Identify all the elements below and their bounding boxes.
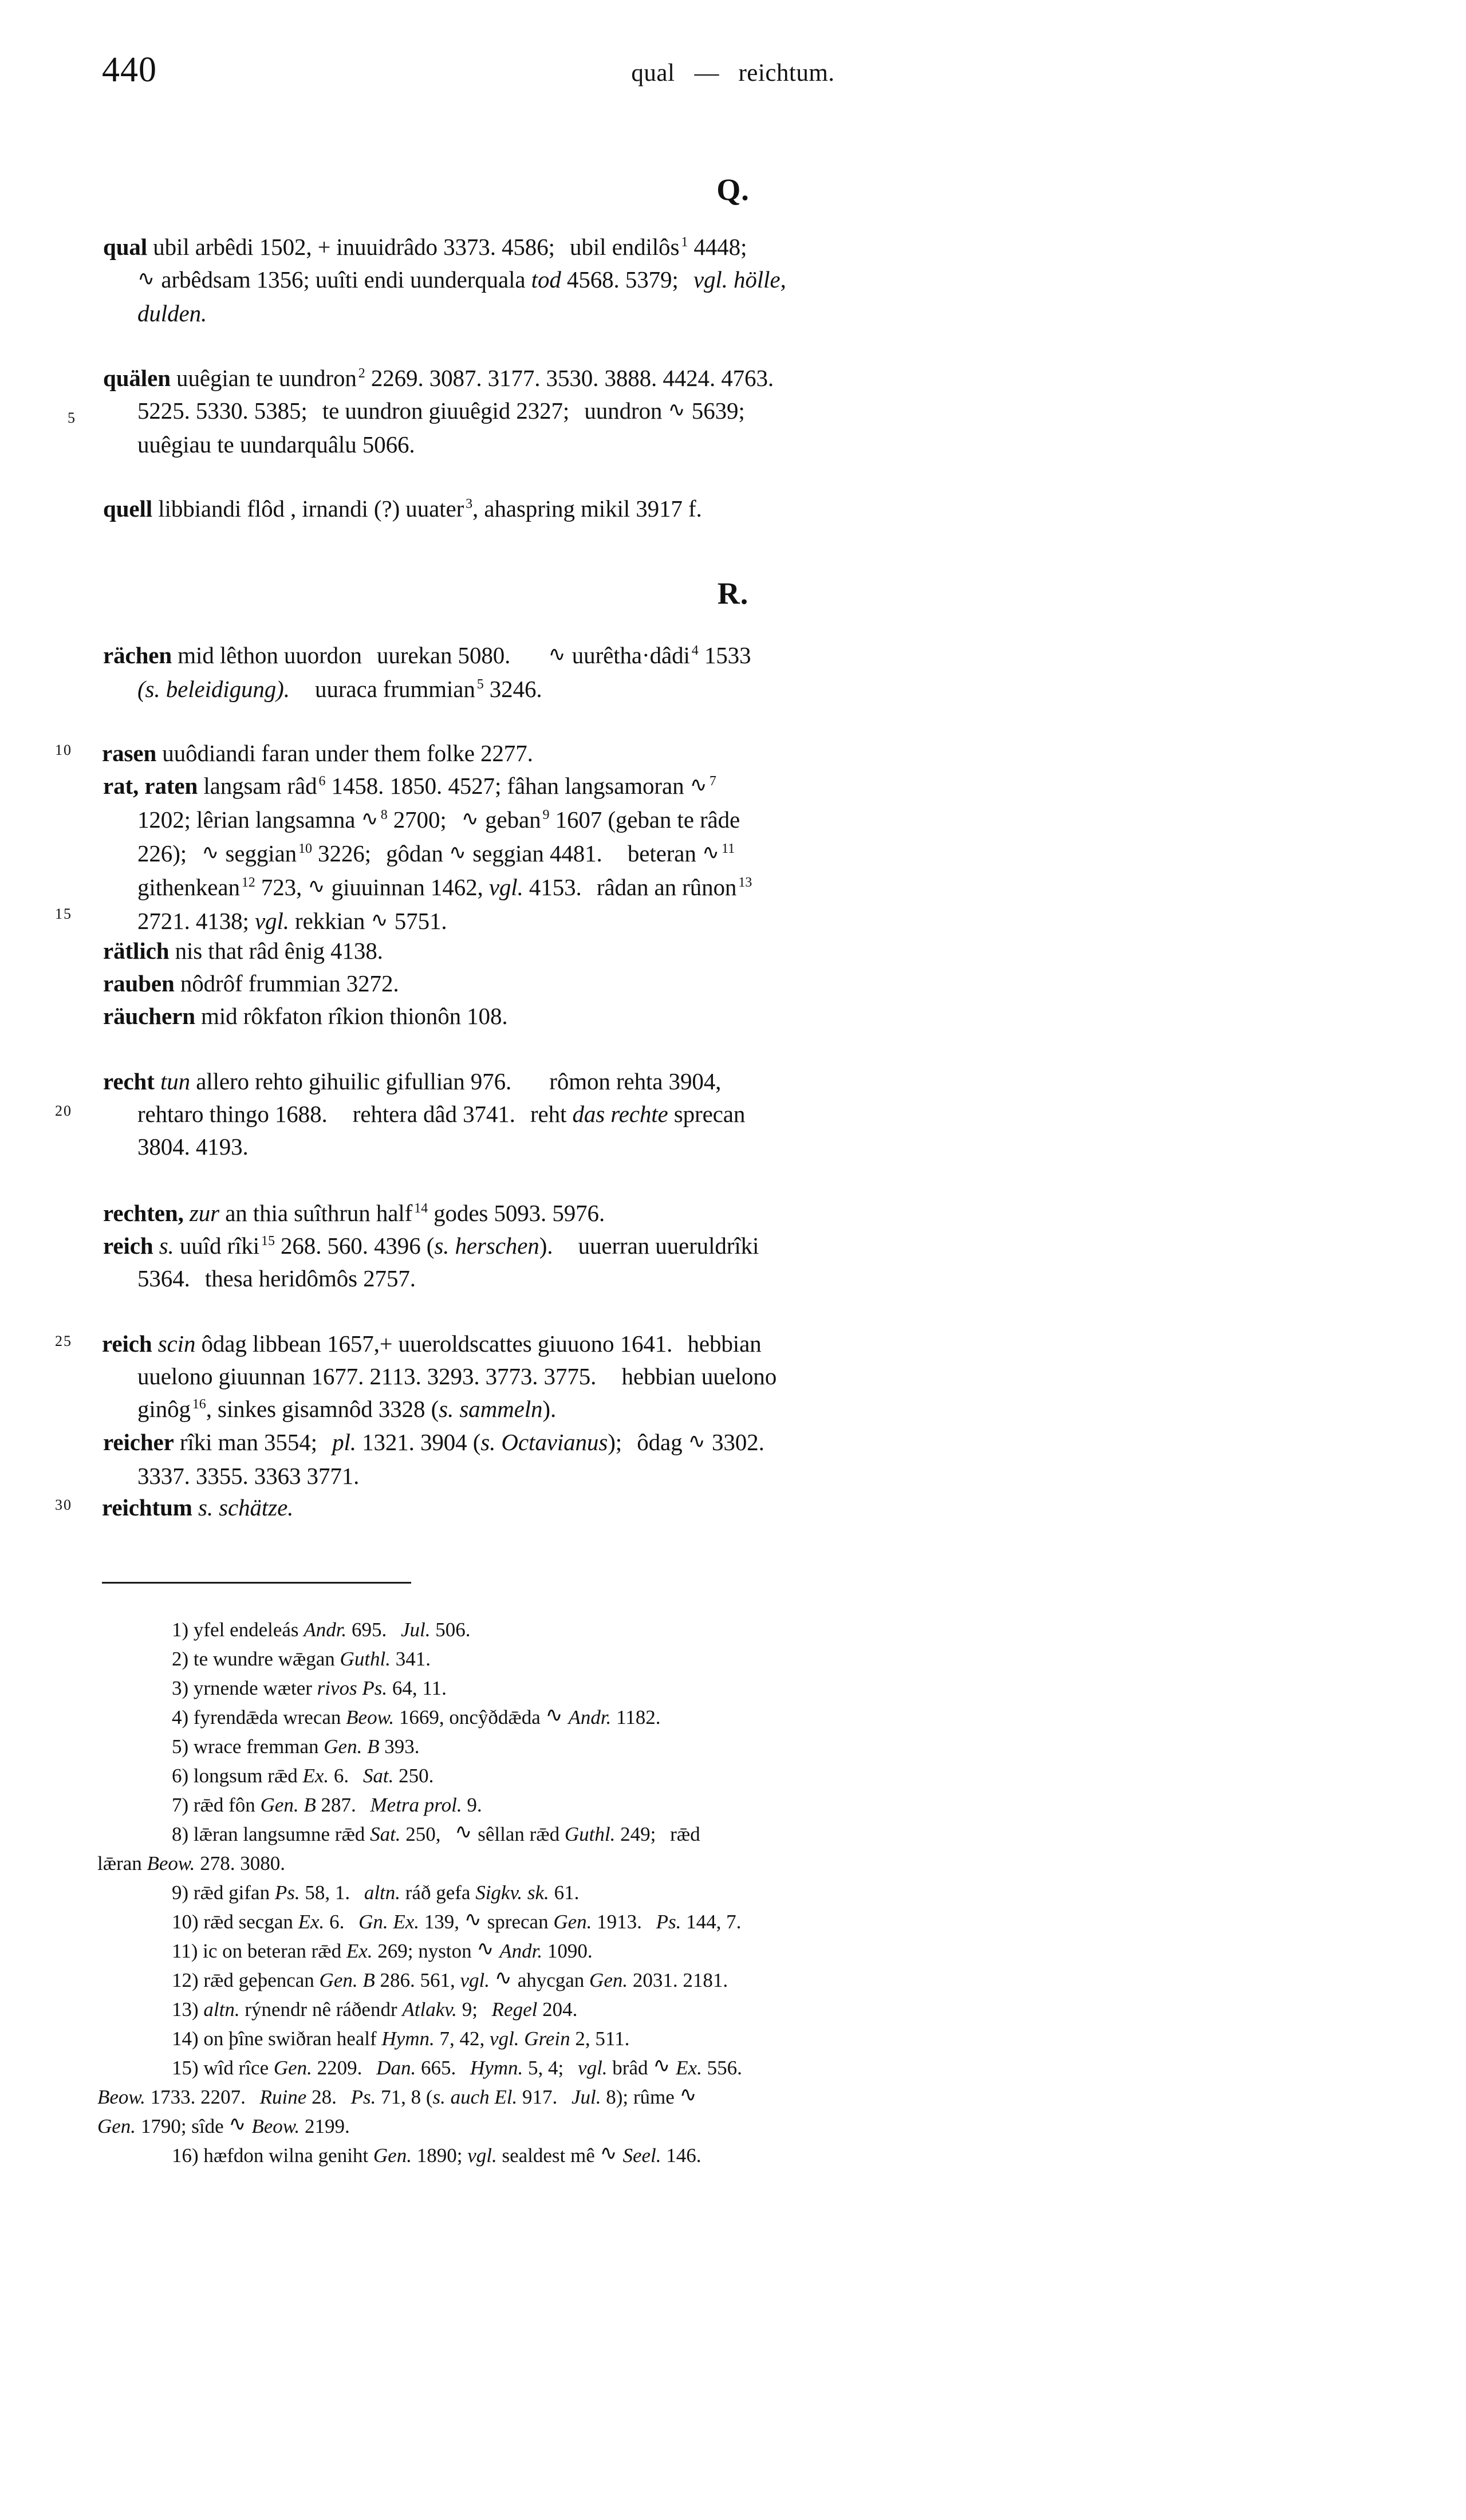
entry-line: ∿ arbêdsam 1356; uuîti endi uunderquala tod 4568. 5379; vgl. hölle, — [137, 266, 786, 293]
entry-reichtum — [0, 1491, 1466, 1524]
page-header — [0, 50, 1466, 89]
footnote-15: 15) wîd rîce Gen. 2209. Dan. 665. Hymn. 5, 4; vgl. brâd ∿ Ex. 556. — [172, 2054, 742, 2079]
section-letter-q: Q. — [716, 172, 750, 207]
footnote-15-turnover-2: Gen. 1790; sîde ∿ Beow. 2199. — [97, 2112, 350, 2137]
entry-line: 5225. 5330. 5385; te uundron giuuêgid 2327; uundron ∿ 5639; — [137, 397, 745, 424]
footnote-16: 16) hæfdon wilna geniht Gen. 1890; vgl. sealdest mê ∿ Seel. 146. — [172, 2141, 702, 2167]
entry-raeuchern — [0, 1000, 1466, 1033]
running-head-right: reichtum. — [738, 60, 835, 86]
footnotes — [0, 1615, 1466, 2170]
line-number-20: 20 — [55, 1102, 72, 1119]
entry-line: uuelono giuunnan 1677. 2113. 3293. 3773. 3775. hebbian uuelono — [137, 1363, 777, 1389]
entry-reicher — [0, 1426, 1466, 1493]
footnote-4: 4) fyrendǣda wrecan Beow. 1669, oncŷðdǣda ∿ Andr. 1182. — [172, 1703, 661, 1728]
entry-quaelen — [0, 362, 1466, 461]
entry-rechten — [0, 1197, 1466, 1230]
entry-reich-s — [0, 1230, 1466, 1295]
entry-line: dulden. — [137, 300, 207, 326]
entry-line: rehtaro thingo 1688. rehtera dâd 3741. reht das rechte sprecan — [137, 1101, 746, 1127]
entry-rauben — [0, 967, 1466, 1000]
footnote-14: 14) on þîne swiðran healf Hymn. 7, 42, vgl. Grein 2, 511. — [172, 2027, 630, 2050]
entry-line: 1202; lêrian langsamna ∿ $^8$ 2700; ∿ geban $^9$ 1607 (geban te râde — [137, 806, 740, 833]
entry-recht — [0, 1065, 1466, 1163]
entry-line: rat, raten langsam râd $^6$ 1458. 1850. 4527; fâhan langsamoran ∿ $^7$ — [103, 773, 716, 799]
entry-rasen — [0, 737, 1466, 770]
line-number-15: 15 — [55, 905, 72, 922]
footnote-1: 1) yfel endeleás Andr. 695. Jul. 506. — [172, 1619, 471, 1641]
entry-reich-scin — [0, 1328, 1466, 1426]
line-number-10: 10 — [55, 742, 72, 758]
footnote-5: 5) wrace fremman Gen. B 393. — [172, 1735, 420, 1758]
entry-line: rätlich nis that râd ênig 4138. — [103, 938, 383, 964]
section-letter-r: R. — [717, 576, 749, 611]
entry-line: 3804. 4193. — [137, 1133, 249, 1160]
footnote-6: 6) longsum rǣd Ex. 6. Sat. 250. — [172, 1765, 434, 1787]
running-head-dash: — — [694, 60, 719, 86]
line-number-5: 5 — [68, 410, 76, 426]
entry-line: reicher rîki man 3554; pl. 1321. 3904 (s. Octavianus); ôdag ∿ 3302. — [103, 1429, 764, 1455]
entry-quell — [0, 493, 1466, 525]
entry-raetlich — [0, 935, 1466, 967]
entry-line: ginôg $^{16}$, sinkes gisamnôd 3328 (s. sammeln). — [137, 1396, 557, 1422]
footnote-8: 8) lǣran langsumne rǣd Sat. 250, ∿ sêllan rǣd Guthl. 249; rǣd — [172, 1820, 700, 1845]
page-number: 440 — [102, 50, 157, 89]
footnote-13: 13) altn. rýnendr nê ráðendr Atlakv. 9; Regel 204. — [172, 1998, 578, 2021]
line-number-30: 30 — [55, 1497, 72, 1513]
footnote-9: 9) rǣd gifan Ps. 58, 1. altn. ráð gefa Sigkv. sk. 61. — [172, 1881, 580, 1904]
entry-line: rauben nôdrôf frummian 3272. — [103, 970, 399, 997]
footnote-15-turnover-1: Beow. 1733. 2207. Ruine 28. Ps. 71, 8 (s. auch El. 917. Jul. 8); rûme ∿ — [97, 2083, 697, 2108]
entry-line: räuchern mid rôkfaton rîkion thionôn 108. — [103, 1003, 508, 1029]
entry-line: rasen uuôdiandi faran under them folke 2277. — [102, 740, 533, 766]
entry-line: uuêgiau te uundarquâlu 5066. — [137, 431, 415, 458]
entry-line: rächen mid lêthon uuordon uurekan 5080. ∿ uurêtha·dâdi $^4$ 1533 — [103, 642, 751, 668]
entry-line: recht tun allero rehto gihuilic gifullian 976. rômon rehta 3904, — [103, 1068, 722, 1094]
entry-qual — [0, 231, 1466, 330]
running-head — [0, 59, 1466, 87]
entry-line: 226); ∿ seggian $^{10}$ 3226; gôdan ∿ seggian 4481. beteran ∿ $^{11}$ — [137, 840, 735, 867]
footnote-2: 2) te wundre wǣgan Guthl. 341. — [172, 1648, 431, 1670]
entry-line: quälen uuêgian te uundron $^2$ 2269. 3087. 3177. 3530. 3888. 4424. 4763. — [103, 365, 774, 391]
running-head-left: qual — [631, 60, 675, 86]
entry-raechen — [0, 639, 1466, 706]
entry-line: 5364. thesa heridômôs 2757. — [137, 1265, 416, 1292]
entry-line: (s. beleidigung). uuraca frummian $^5$ 3246. — [137, 676, 542, 702]
footnote-3: 3) yrnende wæter rivos Ps. 64, 11. — [172, 1677, 447, 1699]
entry-line: reich scin ôdag libbean 1657,+ uueroldscattes giuuono 1641. hebbian — [102, 1330, 762, 1357]
entry-line: rechten, zur an thia suîthrun half $^{14}$ godes 5093. 5976. — [103, 1200, 605, 1226]
line-number-25: 25 — [55, 1333, 72, 1349]
entry-line: githenkean $^{12}$ 723, ∿ giuuinnan 1462, vgl. 4153. râdan an rûnon $^{13}$ — [137, 874, 752, 900]
entry-rat-raten — [0, 770, 1466, 939]
entry-line: 3337. 3355. 3363 3771. — [137, 1463, 360, 1489]
entry-line: 2721. 4138; vgl. rekkian ∿ 5751. — [137, 908, 447, 934]
footnote-separator-rule — [102, 1582, 411, 1584]
footnote-12: 12) rǣd geþencan Gen. B 286. 561, vgl. ∿ ahycgan Gen. 2031. 2181. — [172, 1966, 728, 1991]
entry-line: quell libbiandi flôd , irnandi (?) uuater $^3$, ahaspring mikil 3917 f. — [103, 495, 702, 522]
entry-line: reichtum s. schätze. — [102, 1494, 294, 1521]
footnote-10: 10) rǣd secgan Ex. 6. Gn. Ex. 139, ∿ sprecan Gen. 1913. Ps. 144, 7. — [172, 1908, 742, 1933]
footnote-11: 11) ic on beteran rǣd Ex. 269; nyston ∿ Andr. 1090. — [172, 1937, 593, 1962]
entry-line: reich s. uuîd rîki $^{15}$ 268. 560. 4396 (s. herschen). uuerran uueruldrîki — [103, 1233, 759, 1259]
footnote-7: 7) rǣd fôn Gen. B 287. Metra prol. 9. — [172, 1794, 482, 1816]
entry-line: qual ubil arbêdi 1502, + inuuidrâdo 3373. 4586; ubil endilôs $^1$ 4448; — [103, 234, 747, 260]
footnote-8-turnover: lǣran Beow. 278. 3080. — [97, 1852, 285, 1875]
